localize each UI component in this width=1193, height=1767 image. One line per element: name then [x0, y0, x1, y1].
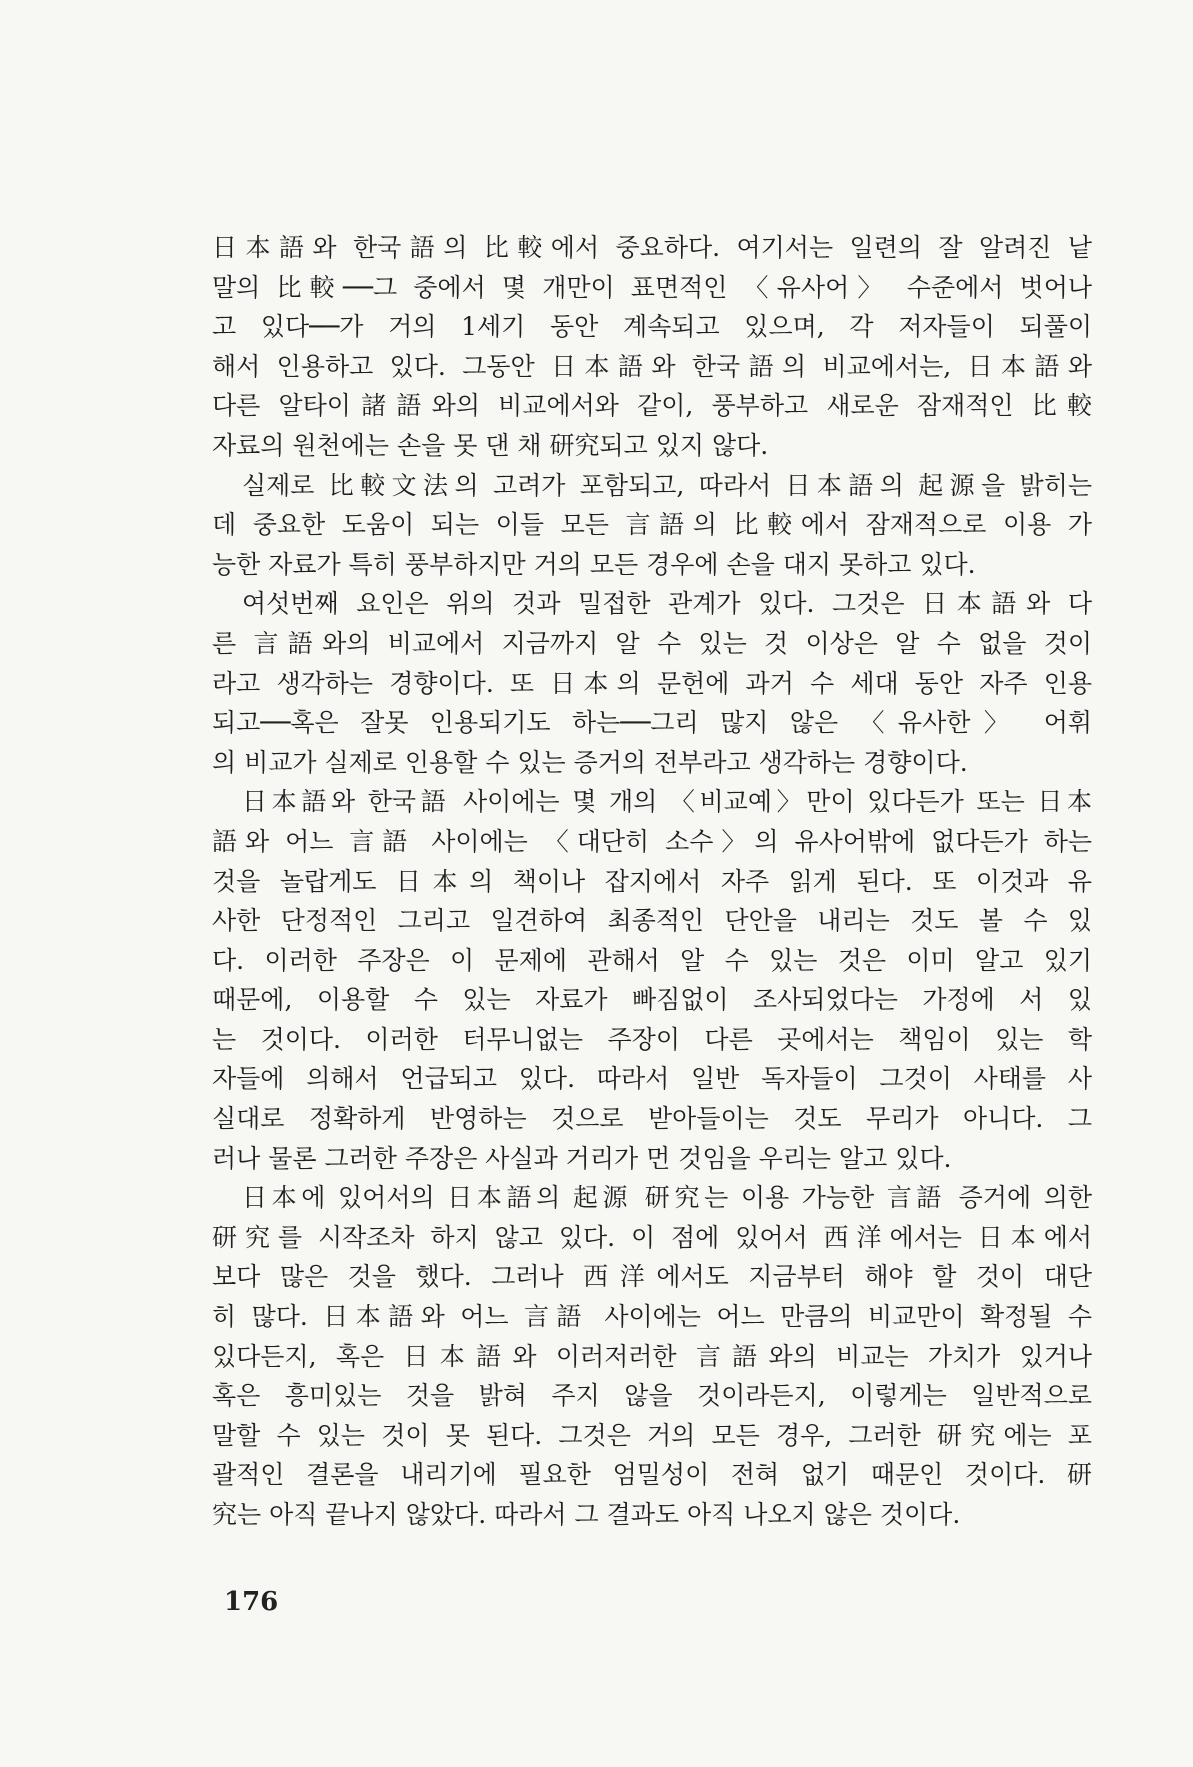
- page-number: 176: [224, 1587, 279, 1617]
- text-line: 혹은 흥미있는 것을 밝혀 주지 않을 것이라든지, 이렇게는 일반적으로: [212, 1381, 1092, 1411]
- text-line: 日本에 있어서의 日本語의 起源 研究는 이용 가능한 言語 증거에 의한: [242, 1183, 1092, 1213]
- text-line: 실제로 比較文法의 고려가 포함되고, 따라서 日本語의 起源을 밝히는: [242, 470, 1092, 500]
- text-line: 히 많다. 日本語와 어느 言語 사이에는 어느 만큼의 비교만이 확정될 수: [212, 1302, 1092, 1332]
- text-line: 때문에, 이용할 수 있는 자료가 빠짐없이 조사되었다는 가정에 서 있: [212, 985, 1092, 1015]
- text-line: 다. 이러한 주장은 이 문제에 관해서 알 수 있는 것은 이미 알고 있기: [212, 945, 1092, 975]
- text-line: 는 것이다. 이러한 터무니없는 주장이 다른 곳에서는 책임이 있는 학: [212, 1024, 1092, 1054]
- text-line: 의 비교가 실제로 인용할 수 있는 증거의 전부라고 생각하는 경향이다.: [212, 747, 968, 777]
- text-line: 러나 물론 그러한 주장은 사실과 거리가 먼 것임을 우리는 알고 있다.: [212, 1143, 952, 1173]
- text-line: 사한 단정적인 그리고 일견하여 최종적인 단안을 내리는 것도 볼 수 있: [212, 906, 1092, 936]
- text-line: 日本語와 한국語의 比較에서 중요하다. 여기서는 일련의 잘 알려진 낱: [212, 233, 1092, 262]
- text-line: 괄적인 결론을 내리기에 필요한 엄밀성이 전혀 없기 때문인 것이다. 研: [212, 1460, 1092, 1490]
- text-line: 日本語와 한국語 사이에는 몇 개의 〈비교예〉만이 있다든가 또는 日本: [242, 787, 1092, 817]
- body-text: [212, 228, 1092, 1535]
- text-line: 語와 어느 言語 사이에는 〈대단히 소수〉의 유사어밖에 없다든가 하는: [212, 826, 1092, 856]
- text-line: 라고 생각하는 경향이다. 또 日本의 문헌에 과거 수 세대 동안 자주 인용: [212, 668, 1092, 698]
- text-line: 말할 수 있는 것이 못 된다. 그것은 거의 모든 경우, 그러한 研究에는 포: [212, 1420, 1092, 1450]
- text-line: 능한 자료가 특히 풍부하지만 거의 모든 경우에 손을 대지 못하고 있다.: [212, 549, 976, 579]
- text-line: 研究를 시작조차 하지 않고 있다. 이 점에 있어서 西洋에서는 日本에서: [212, 1222, 1092, 1252]
- text-line: 해서 인용하고 있다. 그동안 日本語와 한국語의 비교에서는, 日本語와: [212, 351, 1092, 381]
- text-line: 자료의 원천에는 손을 못 댄 채 研究되고 있지 않다.: [212, 430, 769, 460]
- text-line: 데 중요한 도움이 되는 이들 모든 言語의 比較에서 잠재적으로 이용 가: [212, 510, 1092, 540]
- text-line: 되고──혹은 잘못 인용되기도 하는──그리 많지 않은 〈유사한〉 어휘: [212, 708, 1092, 738]
- text-line: 자들에 의해서 언급되고 있다. 따라서 일반 독자들이 그것이 사태를 사: [212, 1064, 1092, 1094]
- text-line: 여섯번째 요인은 위의 것과 밀접한 관계가 있다. 그것은 日本語와 다: [242, 589, 1092, 619]
- text-line: 있다든지, 혹은 日本語와 이러저러한 言語와의 비교는 가치가 있거나: [212, 1341, 1092, 1371]
- text-line: 보다 많은 것을 했다. 그러나 西洋에서도 지금부터 해야 할 것이 대단: [212, 1262, 1092, 1292]
- text-line: 것을 놀랍게도 日本의 책이나 잡지에서 자주 읽게 된다. 또 이것과 유: [212, 866, 1092, 896]
- text-line: 다른 알타이諸語와의 비교에서와 같이, 풍부하고 새로운 잠재적인 比較: [212, 391, 1092, 421]
- text-line: 른 言語와의 비교에서 지금까지 알 수 있는 것 이상은 알 수 없을 것이: [212, 628, 1092, 658]
- text-line: 말의 比較──그 중에서 몇 개만이 표면적인 〈유사어〉 수준에서 벗어나: [212, 272, 1092, 302]
- text-line: 고 있다──가 거의 1세기 동안 계속되고 있으며, 각 저자들이 되풀이: [212, 312, 1092, 342]
- text-line: 究는 아직 끝나지 않았다. 따라서 그 결과도 아직 나오지 않은 것이다.: [212, 1500, 961, 1529]
- text-line: 실대로 정확하게 반영하는 것으로 받아들이는 것도 무리가 아니다. 그: [212, 1104, 1092, 1134]
